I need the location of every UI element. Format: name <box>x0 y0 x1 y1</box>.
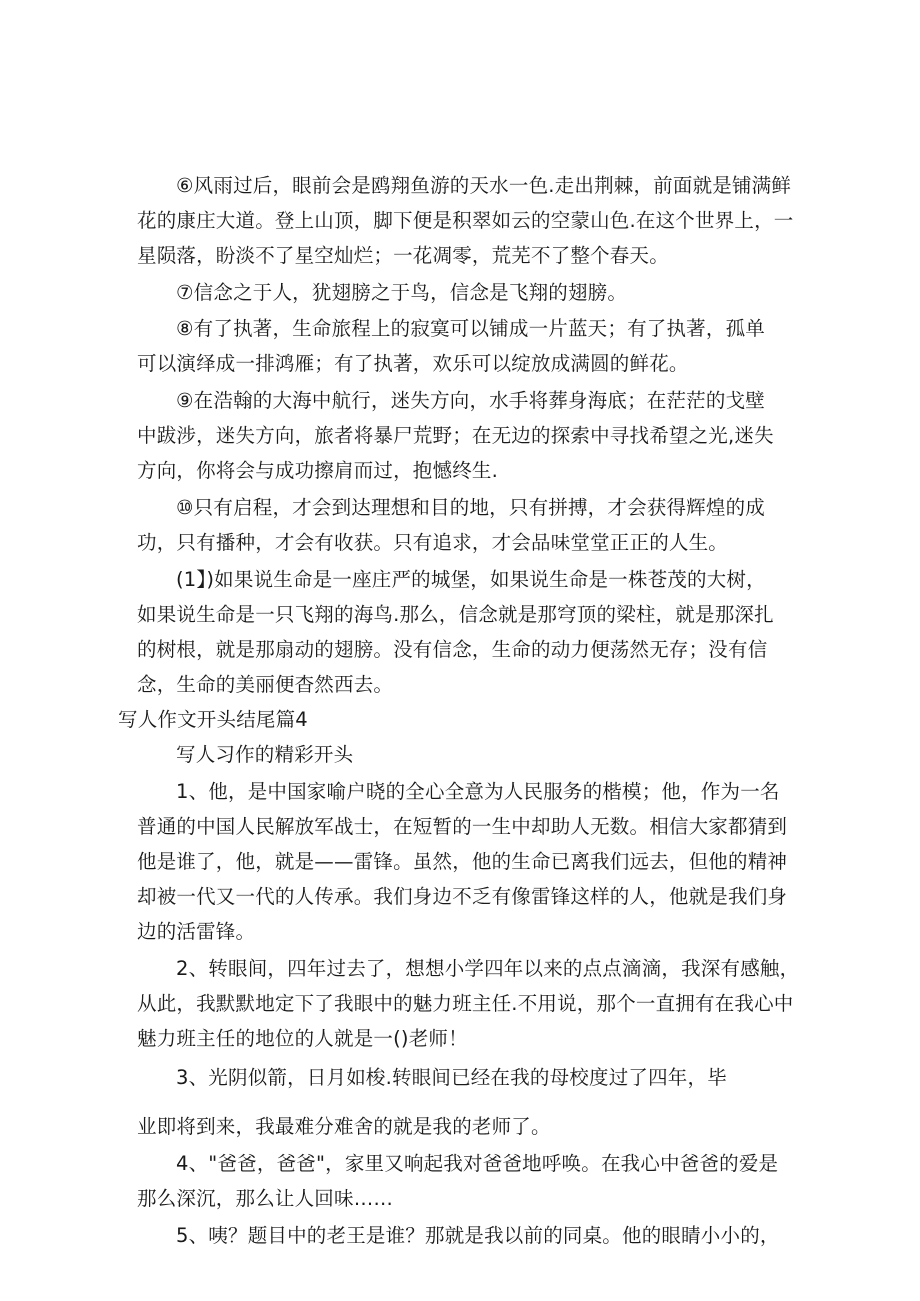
text-line: 星陨落，盼淡不了星空灿烂；一花凋零，荒芜不了整个春天。 <box>137 244 669 267</box>
text-line: ⑩只有启程，才会到达理想和目的地，只有拼搏，才会获得辉煌的成 <box>176 496 765 519</box>
text-line: 从此，我默默地定下了我眼中的魅力班主任.不用说，那个一直拥有在我心中 <box>137 992 794 1015</box>
text-line: 5、咦？题目中的老王是谁？那就是我以前的同桌。他的眼睛小小的， <box>176 1224 780 1247</box>
text-line: 4、"爸爸，爸爸"，家里又响起我对爸爸地呼唤。在我心中爸爸的爱是 <box>176 1152 779 1175</box>
text-line: 如果说生命是一只飞翔的海鸟.那么，信念就是那穹顶的梁柱，就是那深扎 <box>137 603 774 626</box>
text-line: 魅力班主任的地位的人就是一()老师！ <box>137 1027 468 1050</box>
text-line: (1】)如果说生命是一座庄严的城堡，如果说生命是一株苍茂的大树， <box>176 568 766 591</box>
text-line: 他是谁了，他，就是——雷锋。虽然，他的生命已离我们远去，但他的精神 <box>137 850 788 873</box>
text-line: 2、转眼间，四年过去了，想想小学四年以来的点点滴滴，我深有感触， <box>176 957 800 980</box>
text-line: 的树根，就是那扇动的翅膀。没有信念，生命的动力便荡然无存；没有信 <box>137 638 768 661</box>
text-line: 普通的中国人民解放军战士，在短暂的一生中却助人无数。相信大家都猜到 <box>137 815 788 838</box>
text-line: ⑧有了执著，生命旅程上的寂寞可以铺成一片蓝天；有了执著，孤单 <box>176 317 765 340</box>
text-line: ⑨在浩翰的大海中航行，迷失方向，水手将葬身海底；在茫茫的戈壁 <box>176 389 765 412</box>
text-line: 花的康庄大道。登上山顶，脚下便是积翠如云的空蒙山色.在这个世界上，一 <box>137 209 794 232</box>
text-line: 念，生命的美丽便杳然西去。 <box>137 673 394 696</box>
text-line: 可以演绎成一排鸿雁；有了执著，欢乐可以绽放成满圆的鲜花。 <box>137 352 689 375</box>
text-line: 功，只有播种，才会有收获。只有追求，才会品味堂堂正正的人生。 <box>137 531 729 554</box>
text-line: 方向，你将会与成功擦肩而过，抱憾终生. <box>137 459 498 482</box>
text-line: 却被一代又一代的人传承。我们身边不乏有像雷锋这样的人，他就是我们身 <box>137 885 788 908</box>
text-line: ⑦信念之于人，犹翅膀之于鸟，信念是飞翔的翅膀。 <box>176 281 628 304</box>
text-line: 边的活雷锋。 <box>137 920 256 943</box>
text-line: ⑥风雨过后，眼前会是鸥翔鱼游的天水一色.走出荆棘，前面就是铺满鲜 <box>176 174 792 197</box>
text-line: 1、他，是中国家喻户晓的全心全意为人民服务的楷模；他，作为一名 <box>176 780 780 803</box>
text-line: 3、光阴似箭，日月如梭.转眼间已经在我的母校度过了四年，毕 <box>176 1066 727 1089</box>
subsection-heading: 写人习作的精彩开头 <box>176 743 354 766</box>
text-line: 那么深沉，那么让人回味…… <box>137 1187 394 1210</box>
text-line: 业即将到来，我最难分难舍的就是我的老师了。 <box>137 1115 551 1138</box>
text-line: 中跋涉，迷失方向，旅者将暴尸荒野；在无边的探索中寻找希望之光,迷失 <box>137 424 774 447</box>
section-heading: 写人作文开头结尾篇4 <box>118 708 308 731</box>
